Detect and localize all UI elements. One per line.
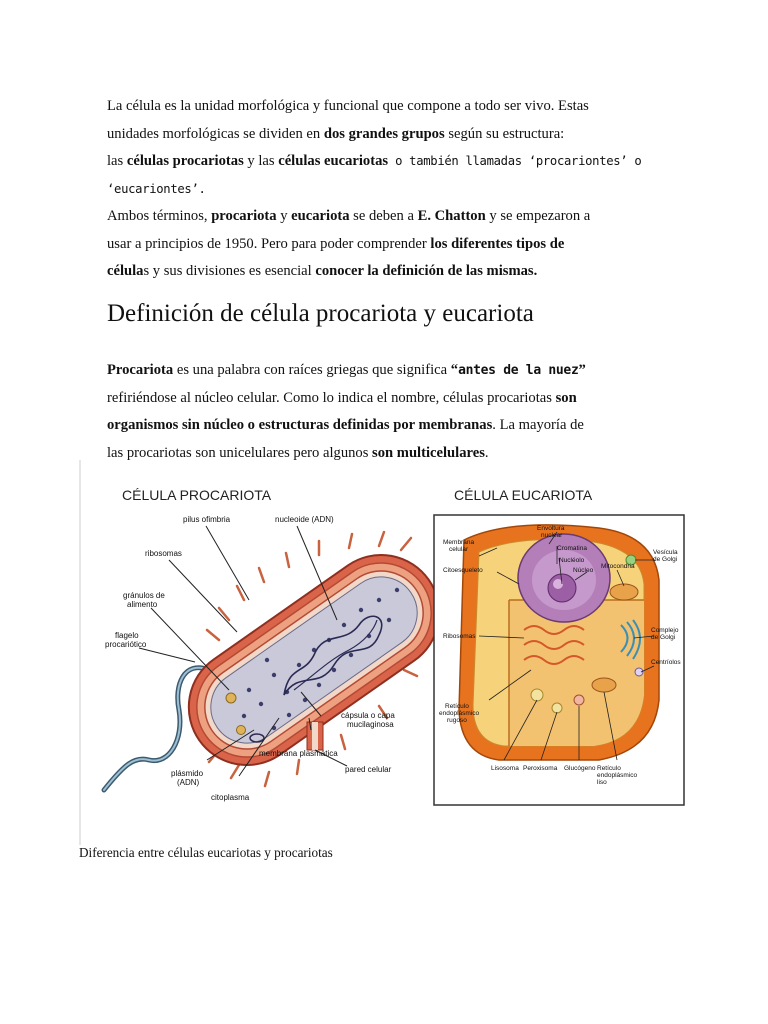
cell-diagram <box>79 460 689 845</box>
label-envoltura-2: nuclear <box>541 532 563 539</box>
intro-line-2: unidades morfológicas se dividen en dos grandes grupos según su estructura: <box>107 125 565 142</box>
definition-line-3: organismos sin núcleo o estructuras definidas por membranas. La mayoría de <box>107 417 584 433</box>
label-reticulo-rugoso-2: endoplásmico <box>439 710 480 717</box>
label-citoesqueleto: Citoesqueleto <box>443 567 483 574</box>
label-pilus: pilus ofimbria <box>183 515 231 524</box>
intro-line-5: Ambos términos, procariota y eucariota se deben a E. Chatton y se empezaron a <box>107 208 591 224</box>
label-membrana-1: Membrana <box>443 539 475 546</box>
label-nucleo: Núcleo <box>573 567 594 574</box>
definition-line-2: refiriéndose al núcleo celular. Como lo indica el nombre, células procariotas son <box>107 389 577 406</box>
definition-line-1: Procariota es una palabra con raíces griegas que significa “antes de la nuez” <box>107 362 586 378</box>
intro-line-7: células y sus divisiones es esencial conocer la definición de las mismas. <box>107 263 538 279</box>
definition-paragraph <box>107 357 687 467</box>
label-ribosomas-euk: Ribosomas <box>443 633 476 640</box>
cell-comparison-figure <box>79 460 689 845</box>
label-membrana: membrana plasmática <box>259 749 338 758</box>
label-cromatina: Cromatina <box>557 545 587 552</box>
intro-paragraph <box>107 93 687 286</box>
label-capsula-2: mucilaginosa <box>347 720 394 729</box>
label-vesicula-1: Vesícula <box>653 549 678 556</box>
label-plasmido-2: (ADN) <box>177 778 200 787</box>
intro-line-1: La célula es la unidad morfológica y funcional que compone a todo ser vivo. Estas <box>107 98 589 114</box>
label-reticulo-liso-3: liso <box>597 779 607 786</box>
label-flagelo-2: procariótico <box>105 640 147 649</box>
eukaryote-cell <box>434 515 684 805</box>
label-envoltura-1: Envoltura <box>537 525 565 532</box>
label-centriolos: Centríolos <box>651 659 681 666</box>
label-membrana-2: celular <box>449 546 469 553</box>
label-mitocondria: Mitocondria <box>601 563 635 570</box>
label-lisosoma: Lisosoma <box>491 765 519 772</box>
intro-line-3: las células procariotas y las células eucariotas o también llamadas ‘procariontes’ o <box>107 153 642 169</box>
label-granulos-2: alimento <box>127 600 158 609</box>
label-granulos-1: gránulos de <box>123 591 165 600</box>
definition-line-4: las procariotas son unicelulares pero algunos son multicelulares. <box>107 444 489 461</box>
label-capsula-1: cápsula o capa <box>341 711 395 720</box>
label-reticulo-rugoso-1: Retículo <box>445 703 469 710</box>
label-plasmido-1: plásmido <box>171 769 204 778</box>
label-peroxisoma: Peroxisoma <box>523 765 558 772</box>
eukaryote-title: CÉLULA EUCARIOTA <box>454 487 593 503</box>
intro-line-6: usar a principios de 1950. Pero para poder comprender los diferentes tipos de <box>107 235 565 252</box>
label-vesicula-2: de Golgi <box>653 556 678 563</box>
label-flagelo-1: flagelo <box>115 631 139 640</box>
label-reticulo-rugoso-3: rugoso <box>447 717 467 724</box>
label-reticulo-liso-1: Retículo <box>597 765 621 772</box>
label-pared: pared celular <box>345 765 392 774</box>
label-glucogeno: Glucógeno <box>564 765 596 772</box>
label-nucleolo: Nucléolo <box>559 557 585 564</box>
label-complejo-1: Complejo <box>651 627 679 634</box>
section-heading: Definición de célula procariota y eucariota <box>107 300 534 327</box>
label-complejo-2: de Golgi <box>651 634 676 641</box>
intro-line-4: ‘eucariontes’. <box>107 181 206 196</box>
label-citoplasma: citoplasma <box>211 793 250 802</box>
figure-caption: Diferencia entre células eucariotas y procariotas <box>79 845 333 860</box>
label-nucleoide: nucleoide (ADN) <box>275 515 334 524</box>
label-ribosomas: ribosomas <box>145 549 182 558</box>
prokaryote-title: CÉLULA PROCARIOTA <box>122 487 272 503</box>
label-reticulo-liso-2: endoplásmico <box>597 772 638 779</box>
